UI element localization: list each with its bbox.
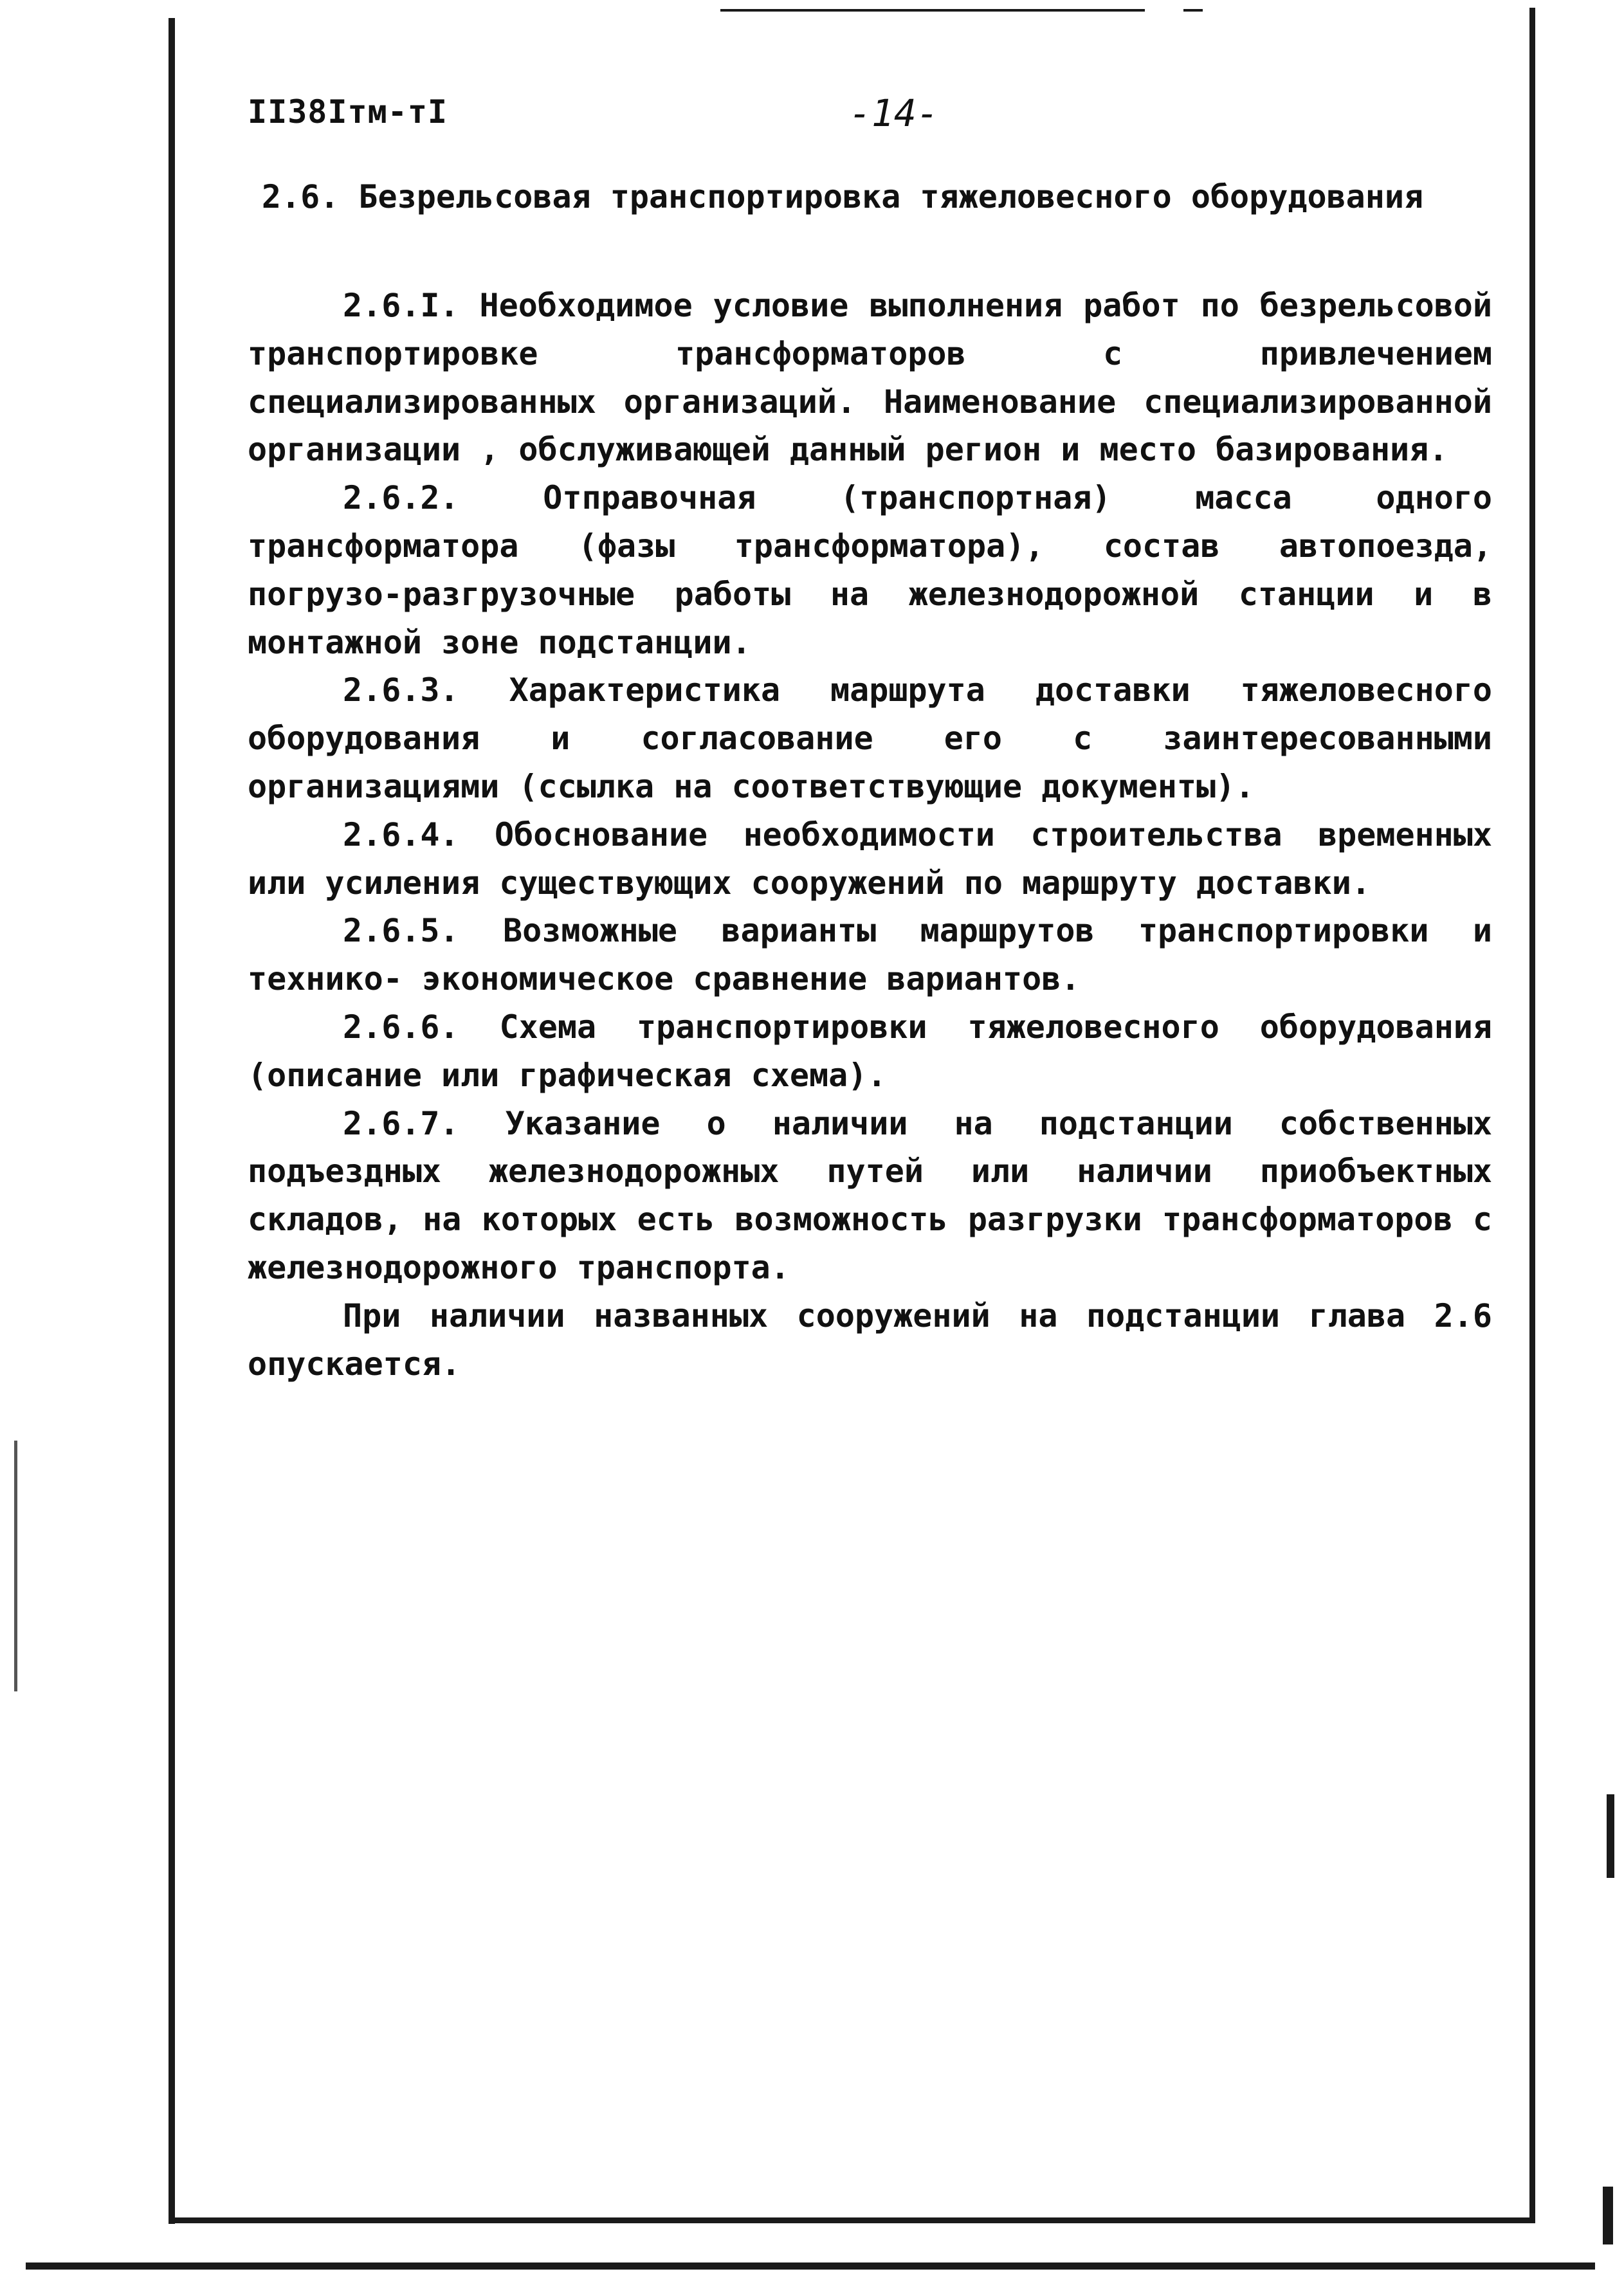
section-title: 2.6. Безрельсовая транспортировка тяжеловесного оборудования: [261, 178, 1424, 215]
paragraph-closing-note: При наличии названных сооружений на подстанции глава 2.6 опускается.: [248, 1297, 1492, 1383]
scan-edge-mark: [1603, 2187, 1613, 2244]
body-text: [248, 282, 1492, 1388]
paragraph-2-6-4: 2.6.4. Обоснование необходимости строительства временных или усиления существующих сооружений по маршруту доставки.: [248, 815, 1492, 902]
paragraph-2-6-6: 2.6.6. Схема транспортировки тяжеловесного оборудования (описание или графическая схема).: [248, 1008, 1492, 1094]
paragraph-2-6-7: 2.6.7. Указание о наличии на подстанции собственных подъездных железнодорожных путей или наличии приобъектных складов, на которых есть возможность разгрузки трансформаторов с железнодорожного транспорта.: [248, 1104, 1492, 1286]
right-frame-line: [1529, 8, 1535, 2220]
left-frame-line: [169, 18, 175, 2224]
top-border-dash: [1183, 9, 1203, 12]
top-border-line: [720, 9, 1145, 12]
paragraph-2-6-3: 2.6.3. Характеристика маршрута доставки тяжеловесного оборудования и согласование его с заинтересованными организациями (ссылка на соответствующие документы).: [248, 671, 1492, 805]
scan-edge-line: [26, 2262, 1595, 2270]
paragraph-2-6-1: 2.6.I. Необходимое условие выполнения работ по безрельсовой транспортировке трансформаторов с привлечением специализированных организаций. Наименование специализированной организации , обслуживающей данный регион и место базирования.: [248, 287, 1492, 469]
bottom-frame-line: [169, 2217, 1535, 2223]
paragraph-2-6-5: 2.6.5. Возможные варианты маршрутов транспортировки и технико- экономическое сравнение вариантов.: [248, 912, 1492, 998]
scan-edge-mark: [14, 1441, 17, 1691]
paragraph-2-6-2: 2.6.2. Отправочная (транспортная) масса одного трансформатора (фазы трансформатора), состав автопоезда, погрузо-разгрузочные работы на железнодорожной станции и в монтажной зоне подстанции.: [248, 479, 1492, 661]
scan-edge-mark: [1607, 1794, 1614, 1878]
page-number: -14-: [849, 91, 939, 135]
document-code: II38Iтм-тI: [248, 93, 448, 131]
